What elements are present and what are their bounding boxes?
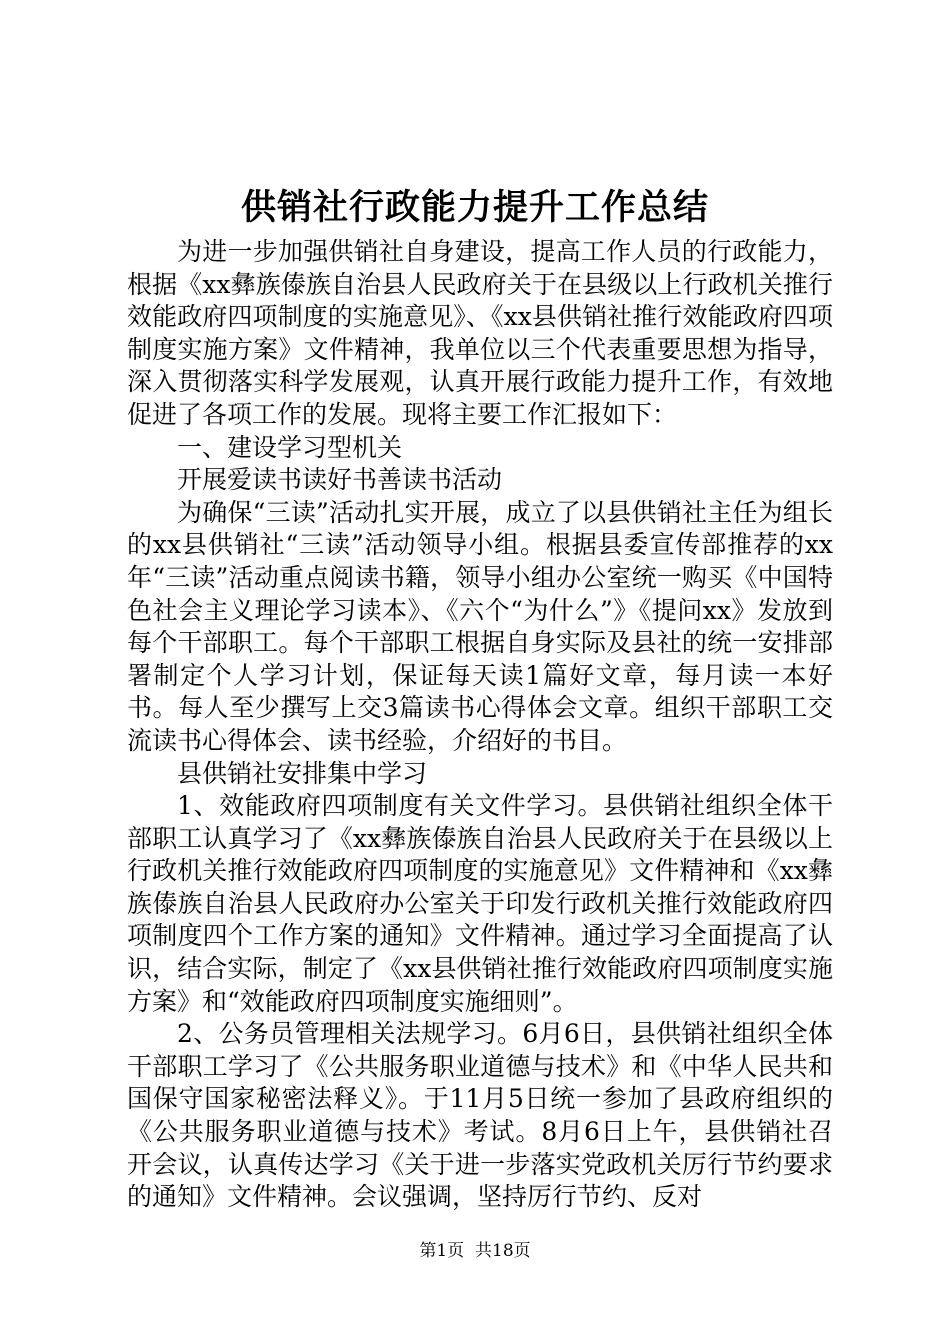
paragraph-reading-activity: 为确保“三读”活动扎实开展，成立了以县供销社主任为组长的xx县供销社“三读”活动领导小组。根据县委宣传部推荐的xx年“三读”活动重点阅读书籍，领导小组办公室统一购买《中国特色社会主义理论学习读本》、《六个“为什么”》《提问xx》发放到每个干部职工。每个干部职工根据自身实际及县社的统一安排部署制定个人学习计划，保证每天读1篇好文章，每月读一本好书。每人至少撰写上交3篇读书心得体会文章。组织干部职工交流读书心得体会、读书经验，介绍好的书目。 bbox=[127, 497, 833, 755]
paragraph-item-1: 1、效能政府四项制度有关文件学习。县供销社组织全体干部职工认真学习了《xx彝族傣族自治县人民政府关于在县级以上行政机关推行效能政府四项制度的实施意见》文件精神和《xx彝族傣族自治县人民政府办公室关于印发行政机关推行效能政府四项制度四个工作方案的通知》文件精神。通过学习全面提高了认识，结合实际，制定了《xx县供销社推行效能政府四项制度实施方案》和“效能政府四项制度实施细则”。 bbox=[127, 791, 833, 1016]
page-total: 共18页 bbox=[475, 1241, 531, 1261]
subheading-reading-activity: 开展爱读书读好书善读书活动 bbox=[177, 465, 503, 495]
footer-separator bbox=[464, 1241, 475, 1261]
subheading-centralized-study: 县供销社安排集中学习 bbox=[177, 758, 428, 788]
page-footer bbox=[0, 1239, 950, 1263]
page-title: 供销社行政能力提升工作总结 bbox=[240, 187, 709, 228]
section-heading-learning-organization: 一、建设学习型机关 bbox=[177, 432, 403, 462]
paragraph-intro: 为进一步加强供销社自身建设，提高工作人员的行政能力，根据《xx彝族傣族自治县人民政府关于在县级以上行政机关推行效能政府四项制度的实施意见》、《xx县供销社推行效能政府四项制度实施方案》文件精神，我单位以三个代表重要思想为指导，深入贯彻落实科学发展观，认真开展行政能力提升工作，有效地促进了各项工作的发展。现将主要工作汇报如下： bbox=[127, 237, 833, 429]
document-body bbox=[127, 236, 833, 1214]
page-number: 第1页 bbox=[419, 1241, 465, 1261]
paragraph-item-2: 2、公务员管理相关法规学习。6月6日，县供销社组织全体干部职工学习了《公共服务职业道德与技术》和《中华人民共和国保守国家秘密法释义》。于11月5日统一参加了县政府组织的《公共服务职业道德与技术》考试。8月6日上午，县供销社召开会议，认真传达学习《关于进一步落实党政机关厉行节约要求的通知》文件精神。会议强调，坚持厉行节约、反对 bbox=[127, 1019, 833, 1212]
